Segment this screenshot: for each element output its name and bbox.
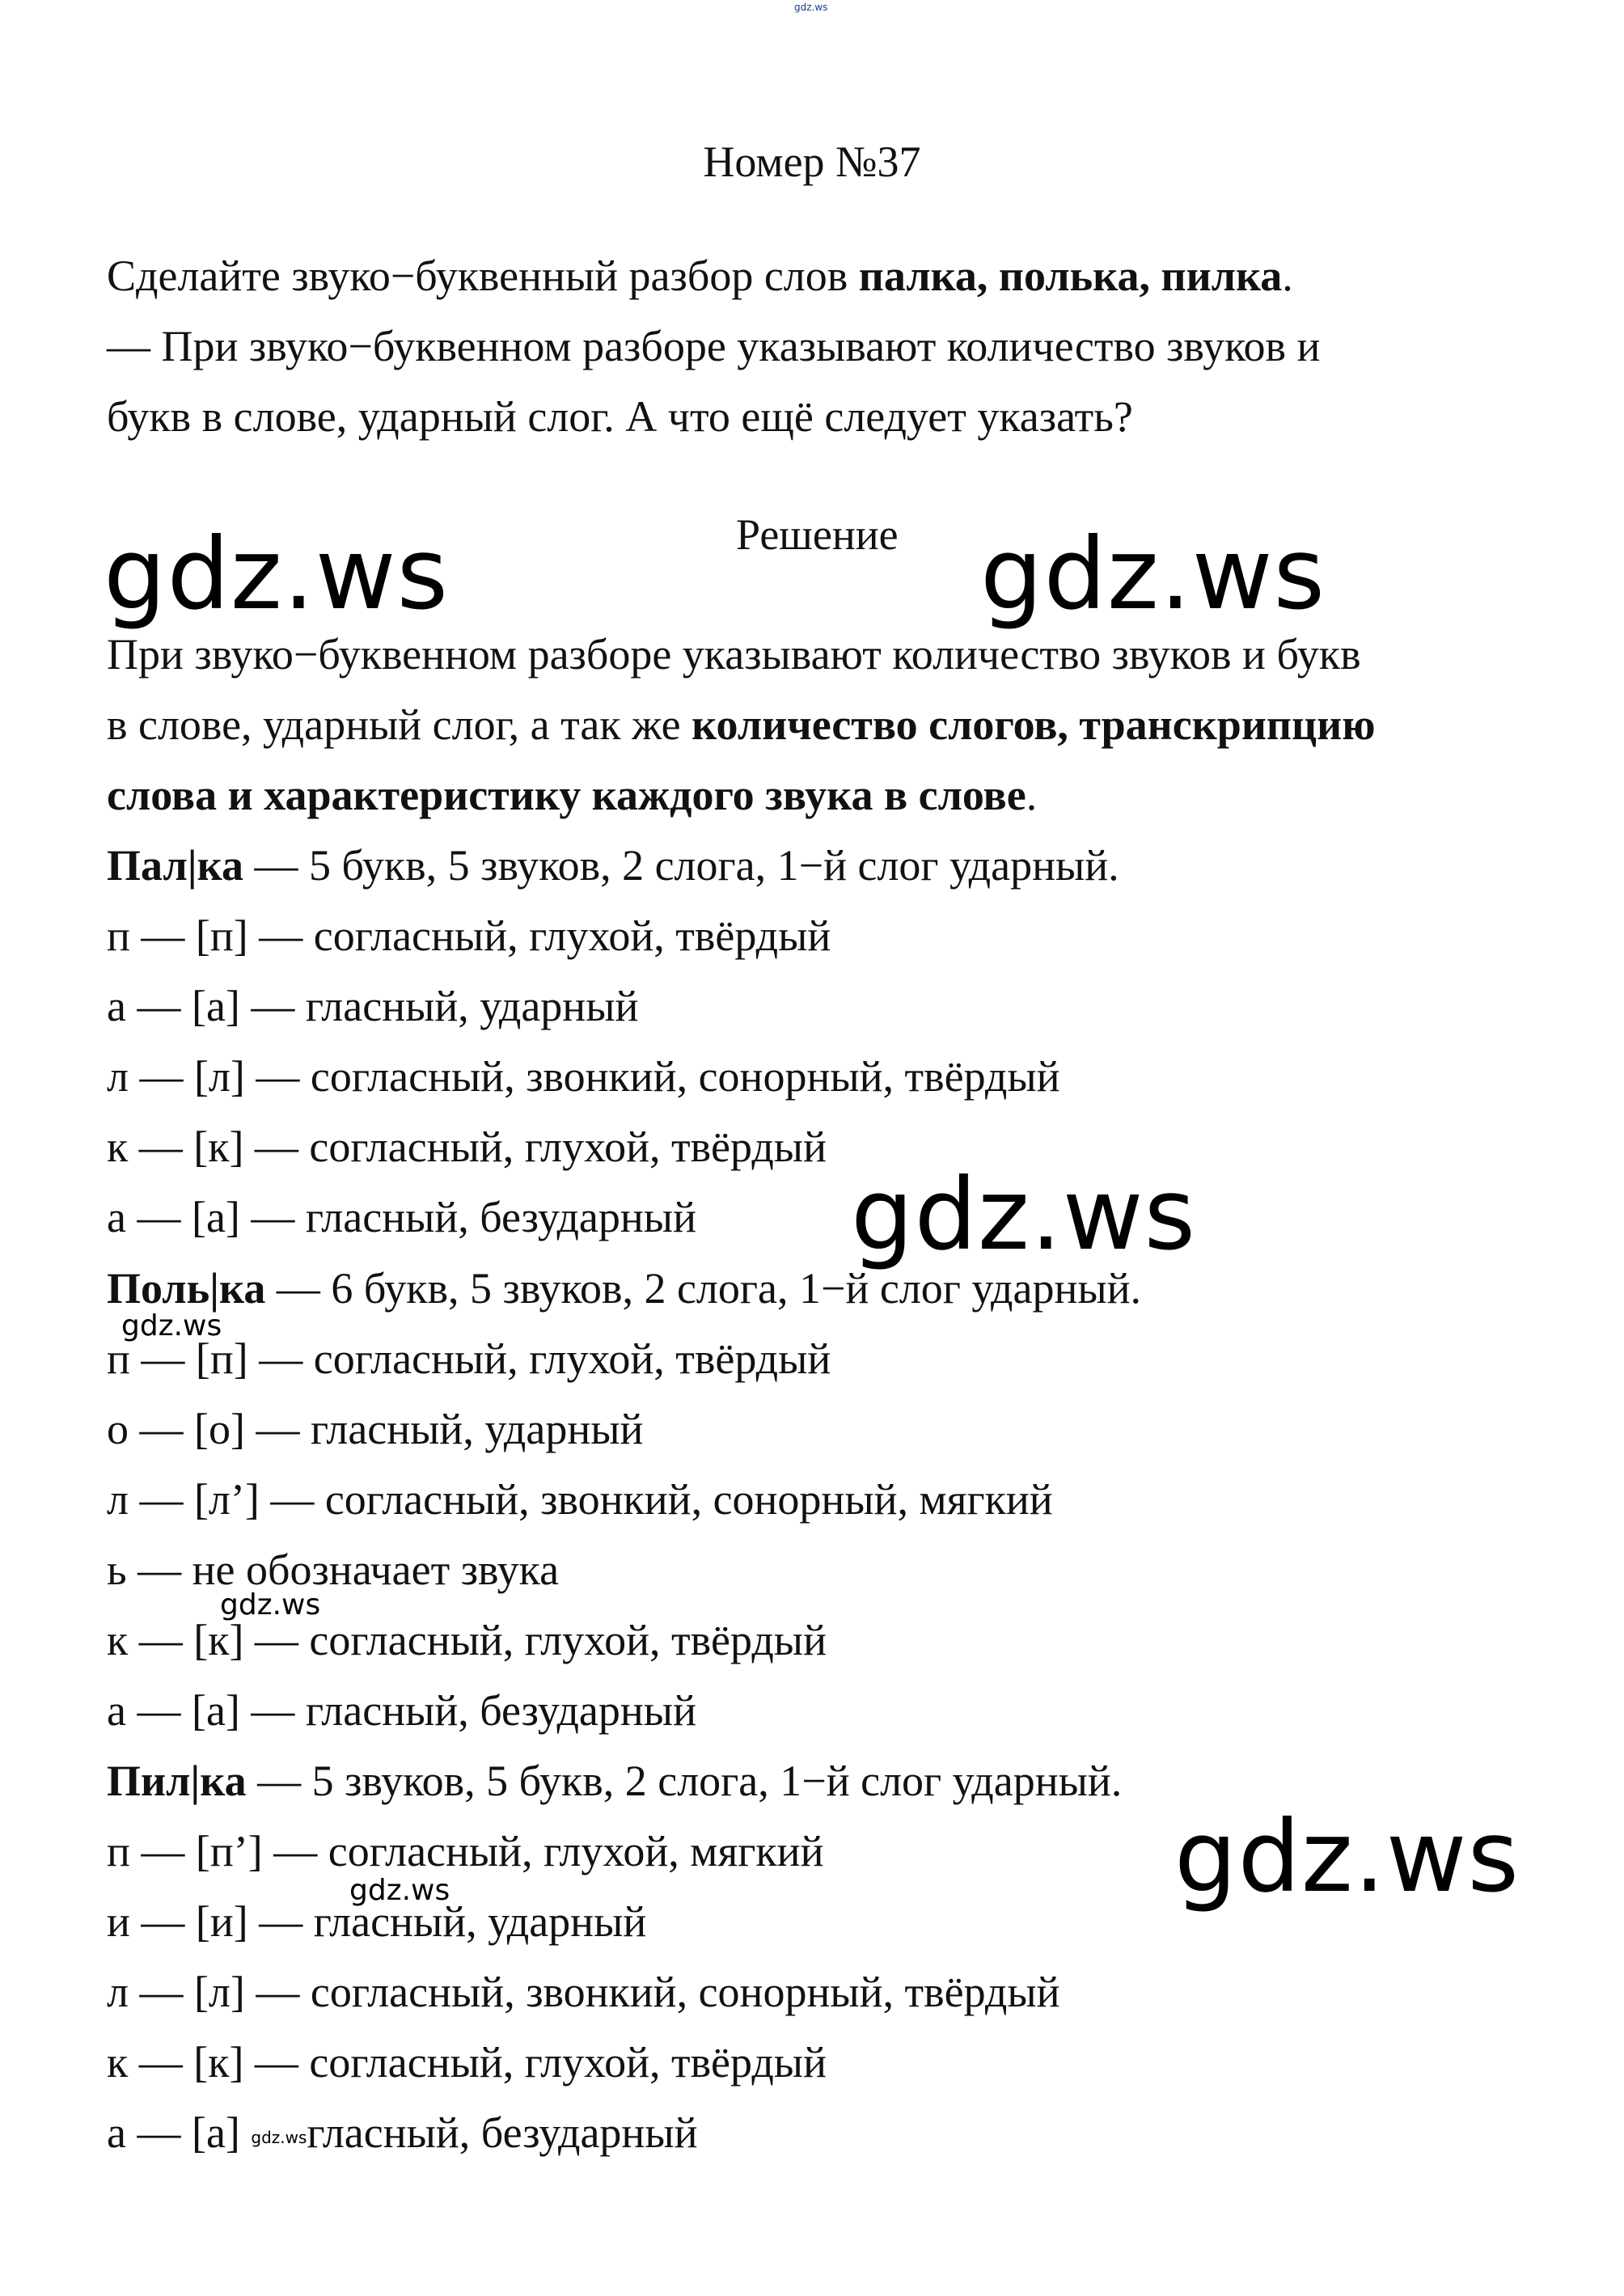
- word-1-sound-5: а — [а] — гласный, безударный: [107, 1193, 696, 1241]
- word-1-sound-4: к — [к] — согласный, глухой, твёрдый: [107, 1123, 827, 1171]
- answer-line-2: [107, 699, 1376, 751]
- task-words: палка, полька, пилка: [858, 252, 1283, 300]
- top-tiny-watermark: gdz.ws: [794, 2, 828, 13]
- task-line-1-suffix: .: [1282, 252, 1293, 300]
- word-3-sound-4: к — [к] — согласный, глухой, твёрдый: [107, 2038, 827, 2087]
- word-1-sound-1: п — [п] — согласный, глухой, твёрдый: [107, 911, 831, 960]
- watermark-small-1: gdz.ws: [121, 1309, 222, 1343]
- task-line-1: [107, 250, 1293, 302]
- task-line-3: букв в слове, ударный слог. А что ещё следует указать?: [107, 392, 1133, 441]
- watermark-small-3: gdz.ws: [349, 1874, 450, 1907]
- word-1-summary: — 5 букв, 5 звуков, 2 слога, 1−й слог ударный.: [243, 841, 1119, 890]
- word-3-sound-5: [107, 2107, 698, 2159]
- word-3-sound-2: и — [и] — гласный, ударный: [107, 1897, 647, 1946]
- word-1-heading: [107, 839, 1119, 891]
- answer-line-2-bold: количество слогов, транскрипцию: [691, 700, 1376, 749]
- word-3-sound-5-prefix: а — [а]: [107, 2108, 252, 2157]
- answer-line-3-bold: слова и характеристику каждого звука в слове: [107, 771, 1026, 819]
- answer-line-1: При звуко−буквенном разборе указывают количество звуков и букв: [107, 630, 1361, 679]
- task-line-1-prefix: Сделайте звуко−буквенный разбор слов: [107, 252, 859, 300]
- answer-line-3-suffix: .: [1026, 771, 1038, 819]
- word-3-syllables: Пил|ка: [107, 1757, 247, 1805]
- word-2-sound-2: о — [о] — гласный, ударный: [107, 1405, 644, 1453]
- word-2-sound-4: ь — не обозначает звука: [107, 1545, 560, 1594]
- watermark-large-2: gdz.ws: [980, 517, 1326, 632]
- word-3-sound-3: л — [л] — согласный, звонкий, сонорный, твёрдый: [107, 1968, 1060, 2016]
- word-1-sound-2: а — [а] — гласный, ударный: [107, 982, 639, 1030]
- inline-watermark: gdz.ws: [251, 2127, 307, 2147]
- watermark-large-1: gdz.ws: [104, 517, 450, 632]
- word-1-sound-3: л — [л] — согласный, звонкий, сонорный, твёрдый: [107, 1052, 1060, 1101]
- watermark-small-2: gdz.ws: [220, 1588, 321, 1622]
- word-2-syllables: Поль|ка: [107, 1264, 266, 1313]
- word-3-heading: [107, 1755, 1122, 1807]
- page-title: Номер №37: [703, 137, 921, 186]
- word-2-sound-3: л — [л’] — согласный, звонкий, сонорный, мягкий: [107, 1475, 1053, 1524]
- watermark-large-4: gdz.ws: [1174, 1799, 1520, 1914]
- watermark-large-3: gdz.ws: [851, 1157, 1197, 1272]
- word-2-summary: — 6 букв, 5 звуков, 2 слога, 1−й слог ударный.: [265, 1264, 1142, 1313]
- word-2-sound-5: к — [к] — согласный, глухой, твёрдый: [107, 1616, 827, 1664]
- word-3-sound-1: п — [п’] — согласный, глухой, мягкий: [107, 1827, 824, 1875]
- word-1-syllables: Пал|ка: [107, 841, 243, 890]
- word-2-sound-1: п — [п] — согласный, глухой, твёрдый: [107, 1334, 831, 1383]
- task-line-2: — При звуко−буквенном разборе указывают количество звуков и: [107, 322, 1321, 370]
- solution-heading: Решение: [736, 510, 899, 559]
- word-3-summary: — 5 звуков, 5 букв, 2 слога, 1−й слог ударный.: [246, 1757, 1123, 1805]
- word-2-sound-6: а — [а] — гласный, безударный: [107, 1686, 696, 1735]
- answer-line-3: [107, 769, 1037, 821]
- word-3-sound-5-suffix: гласный, безударный: [307, 2108, 698, 2157]
- answer-line-2-prefix: в слове, ударный слог, а так же: [107, 700, 692, 749]
